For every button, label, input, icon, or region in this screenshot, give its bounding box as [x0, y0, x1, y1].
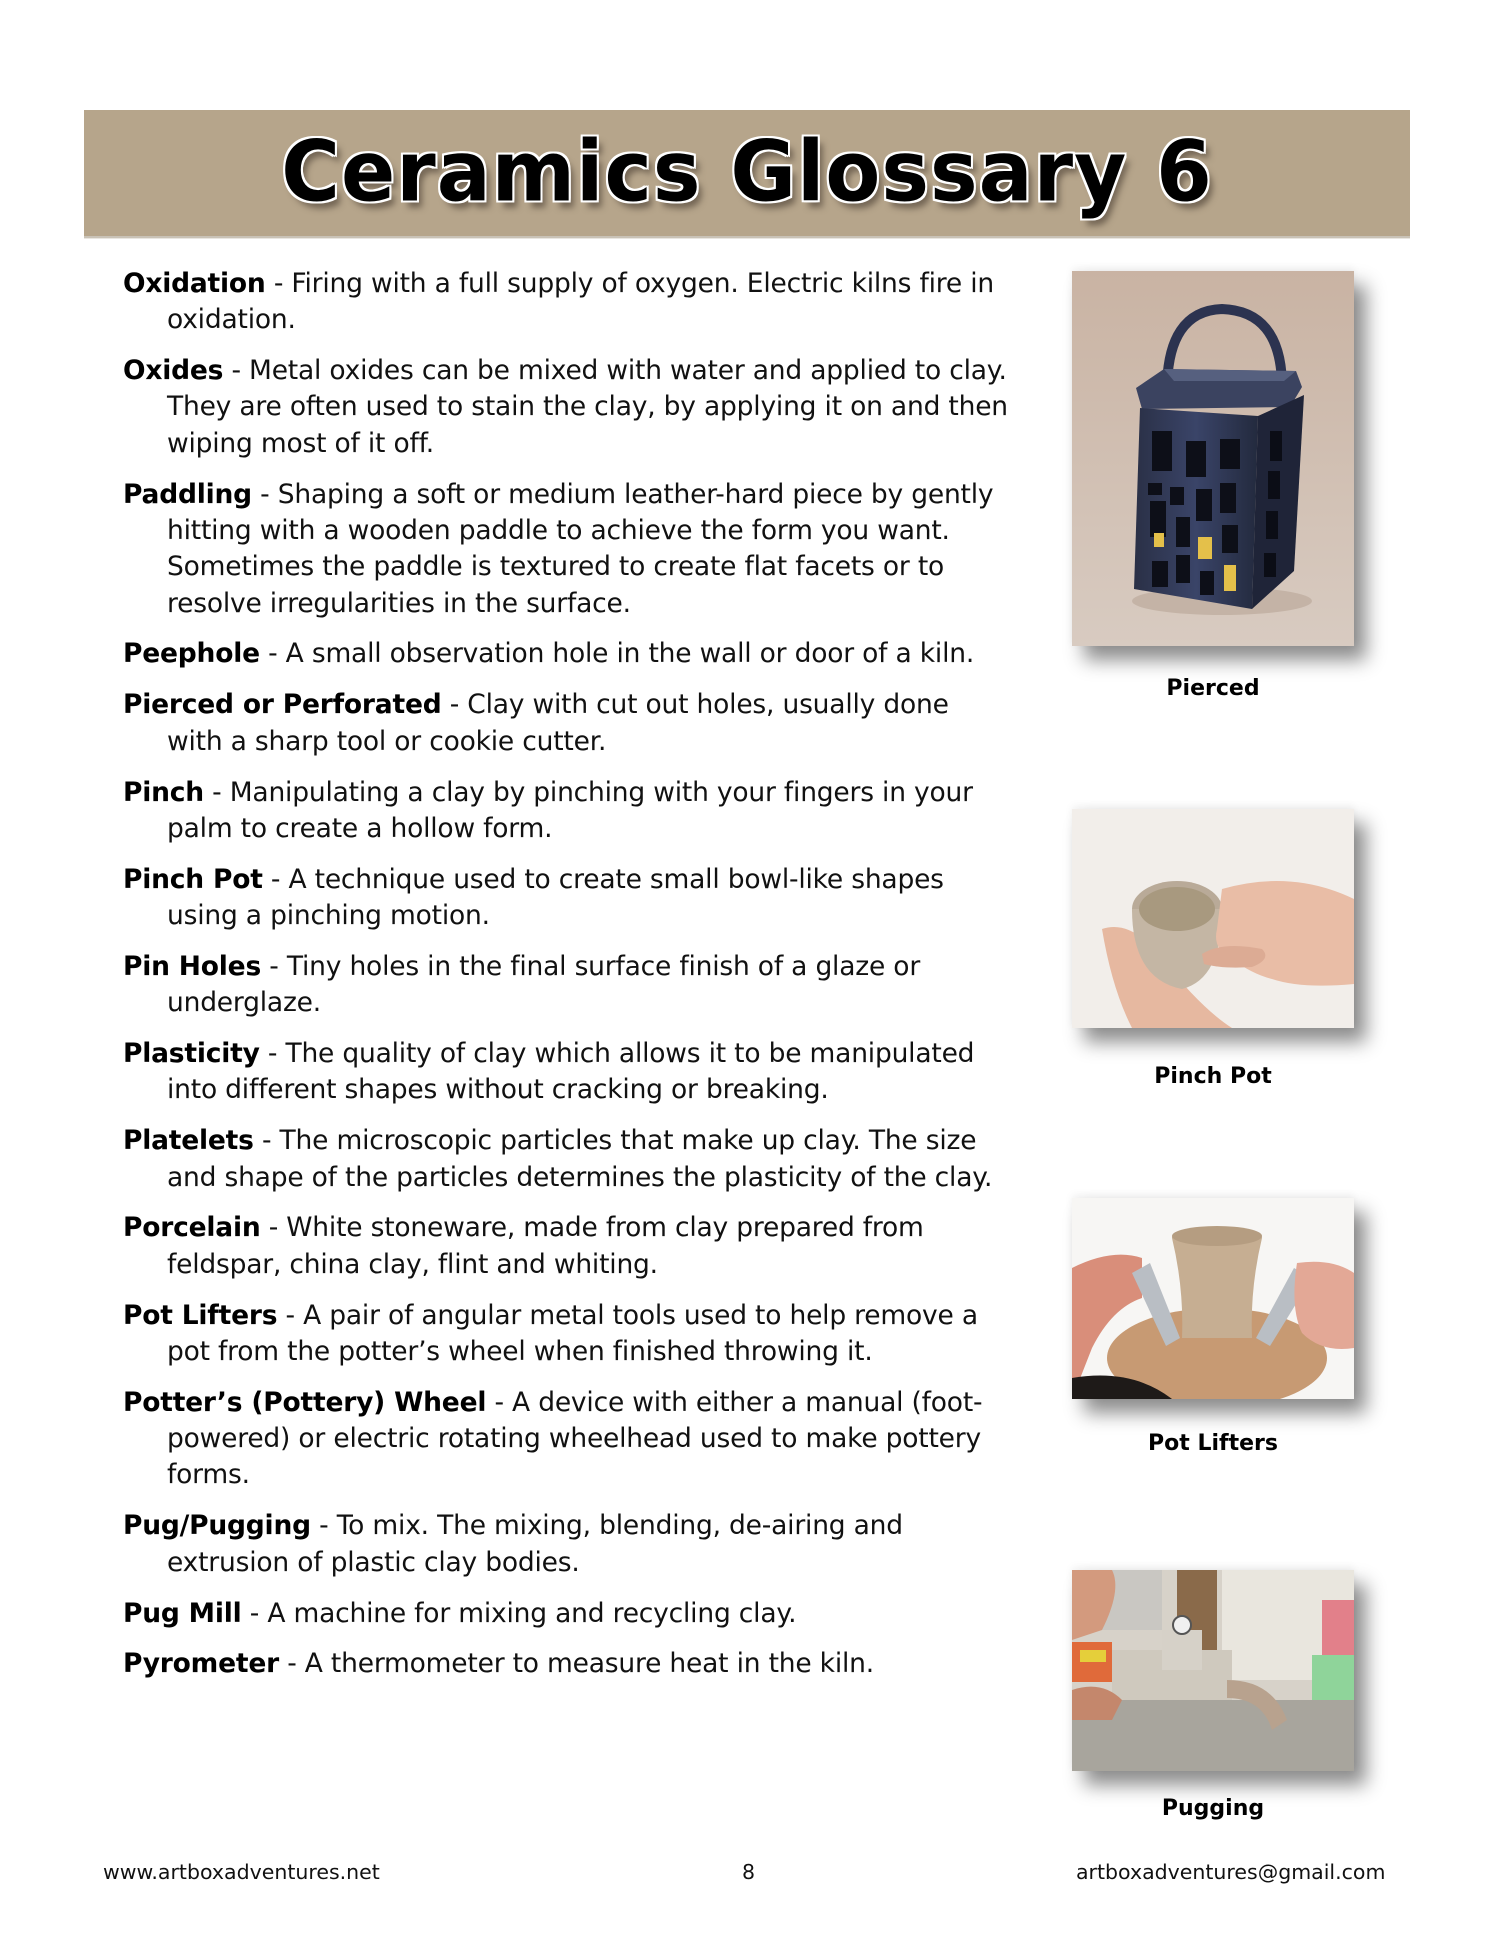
glossary-definition: - Clay with cut out holes, usually done with a sharp tool or cookie cutter. [167, 689, 949, 757]
glossary-entry-platelets [123, 1123, 1008, 1196]
glossary-definition: - Tiny holes in the final surface finish of a glaze or underglaze. [167, 950, 921, 1019]
glossary-term: Pug/Pugging [123, 1510, 311, 1542]
glossary-definition: - A thermometer to measure heat in the kiln. [278, 1648, 874, 1680]
glossary-definition: - The quality of clay which allows it to be manipulated into different shapes without cracking or breaking. [167, 1038, 975, 1106]
glossary-term: Peephole [123, 638, 260, 670]
glossary-definition: - Shaping a soft or medium leather-hard piece by gently hitting with a wooden paddle to achieve the form you want. Sometimes the paddle is textured to create flat facets or to resolve irregularities in the surface. [167, 478, 994, 619]
figure-caption: Pierced [1166, 676, 1260, 701]
figure-caption: Pot Lifters [1148, 1431, 1278, 1456]
glossary-term: Pyrometer [123, 1648, 279, 1680]
glossary-term: Paddling [123, 478, 252, 510]
glossary-definition: - A pair of angular metal tools used to help remove a pot from the potter’s wheel when finished throwing it. [167, 1299, 978, 1367]
glossary-entry-peephole [123, 636, 1008, 672]
glossary-definition: - A device with either a manual (foot-powered) or electric rotating wheelhead used to make pottery forms. [167, 1386, 983, 1491]
glossary-term: Platelets [123, 1125, 254, 1157]
glossary-term: Pinch [123, 776, 204, 808]
glossary-definition: - White stoneware, made from clay prepared from feldspar, china clay, flint and whiting. [167, 1212, 924, 1280]
glossary-definition: - The microscopic particles that make up clay. The size and shape of the particles determines the plasticity of the clay. [167, 1125, 993, 1193]
page-number: 8 [742, 1860, 756, 1884]
figure-pinch-pot [1072, 809, 1354, 1089]
pugging-photo [1072, 1570, 1354, 1771]
footer-website: www.artboxadventures.net [103, 1860, 380, 1884]
glossary-entry-pugging [123, 1508, 1008, 1581]
glossary-entry-pin-holes [123, 949, 1008, 1022]
figure-caption: Pugging [1161, 1796, 1265, 1821]
glossary-entry-pinch-pot [123, 862, 1008, 935]
glossary-list [123, 266, 1008, 1697]
title-banner [84, 110, 1410, 238]
glossary-definition: - Metal oxides can be mixed with water and applied to clay. They are often used to stain the clay, by applying it on and then wiping most of it off. [167, 355, 1008, 459]
glossary-term: Oxides [123, 355, 224, 387]
pinch-pot-photo [1072, 809, 1354, 1028]
glossary-definition: - To mix. The mixing, blending, de-airing and extrusion of plastic clay bodies. [167, 1510, 903, 1578]
glossary-entry-pyrometer [123, 1646, 1008, 1682]
glossary-entry-porcelain [123, 1210, 1008, 1283]
glossary-entry-pierced [123, 687, 1008, 760]
figure-caption: Pinch Pot [1154, 1064, 1272, 1089]
glossary-definition: - A machine for mixing and recycling clay. [241, 1597, 797, 1629]
footer-email: artboxadventures@gmail.com [1076, 1860, 1386, 1884]
glossary-entry-oxides [123, 353, 1008, 462]
glossary-entry-pot-lifters [123, 1298, 1008, 1371]
glossary-term: Pierced or Perforated [123, 689, 442, 721]
glossary-entry-oxidation [123, 266, 1008, 339]
page-title: Ceramics Glossary 6 [281, 122, 1213, 221]
glossary-entry-pinch [123, 775, 1008, 848]
glossary-definition: - A technique used to create small bowl-like shapes using a pinching motion. [167, 863, 944, 932]
glossary-term: Pin Holes [123, 950, 262, 982]
pot-lifters-photo [1072, 1198, 1354, 1399]
glossary-definition: - Manipulating a clay by pinching with your fingers in your palm to create a hollow form. [167, 776, 973, 844]
glossary-term: Potter’s (Pottery) Wheel [123, 1386, 487, 1418]
glossary-term: Plasticity [123, 1038, 260, 1070]
figure-pugging [1072, 1570, 1354, 1821]
glossary-entry-plasticity [123, 1036, 1008, 1109]
glossary-term: Porcelain [123, 1212, 261, 1244]
glossary-entry-potters-wheel [123, 1385, 1008, 1494]
glossary-entry-paddling [123, 477, 1008, 622]
figure-pierced [1072, 271, 1354, 701]
glossary-entry-pug-mill [123, 1596, 1008, 1632]
figure-pot-lifters [1072, 1198, 1354, 1456]
pierced-lantern-photo [1072, 271, 1354, 646]
glossary-term: Pot Lifters [123, 1299, 278, 1331]
glossary-definition: - Firing with a full supply of oxygen. Electric kilns fire in oxidation. [167, 268, 994, 336]
glossary-term: Pinch Pot [123, 863, 263, 895]
glossary-definition: - A small observation hole in the wall or door of a kiln. [259, 638, 975, 670]
glossary-term: Oxidation [123, 268, 266, 299]
glossary-term: Pug Mill [123, 1597, 242, 1629]
